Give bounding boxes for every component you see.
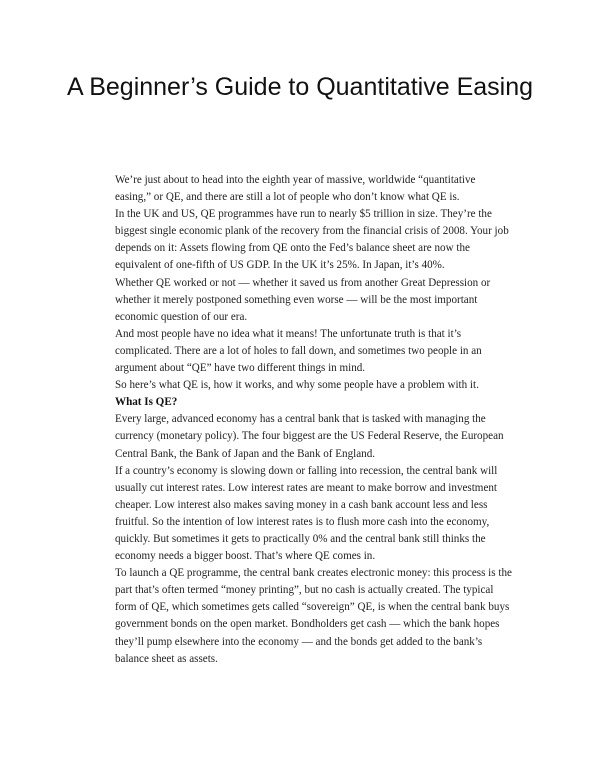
document-title: A Beginner’s Guide to Quantitative Easing [66,73,534,101]
body-paragraph: Whether QE worked or not — whether it saved us from another Great Depression or whether it merely postponed something even worse — will be the most important economic question of our era. [115,276,491,323]
body-paragraph: So here’s what QE is, how it works, and why some people have a problem with it. [115,379,479,392]
body-paragraph: In the UK and US, QE programmes have run to nearly $5 trillion in size. They’re the biggest single economic plank of the recovery from the financial crisis of 2008. Your job depends on it: Assets flowing from QE onto the Fed’s balance sheet are now the equivalent of one-fifth of US GDP. In the UK it’s 25%. In Japan, it’s 40%. [115,208,509,272]
body-paragraph: We’re just about to head into the eighth year of massive, worldwide “quantitative easing,” or QE, and there are still a lot of people who don’t know what QE is. [115,174,476,204]
body-paragraph: If a country’s economy is slowing down or falling into recession, the central bank will usually cut interest rates. Low interest rates are meant to make borrow and investment cheaper. Low interest also makes saving money in a cash bank account less and less fruitful. So the intention of low interest rates is to flush more cash into the economy, quickly. But sometimes it gets to practically 0% and the central bank still thinks the economy needs a bigger boost. That’s where QE comes in. [115,464,498,563]
document-body [115,172,513,668]
body-paragraph: To launch a QE programme, the central bank creates electronic money: this process is the part that’s often termed “money printing”, but no cash is actually created. The typical form of QE, which sometimes gets called “sovereign” QE, is when the central bank buys government bonds on the open market. Bondholders get cash — which the bank hopes they’ll pump elsewhere into the economy — and the bonds get added to the bank’s balance sheet as assets. [115,567,512,665]
section-heading: What Is QE? [115,396,178,409]
body-paragraph: And most people have no idea what it means! The unfortunate truth is that it’s complicated. There are a lot of holes to fall down, and sometimes two people in an argument about “QE” have two different things in mind. [115,327,482,375]
body-paragraph: Every large, advanced economy has a central bank that is tasked with managing the currency (monetary policy). The four biggest are the US Federal Reserve, the European Central Bank, the Bank of Japan and the Bank of England. [115,413,504,460]
